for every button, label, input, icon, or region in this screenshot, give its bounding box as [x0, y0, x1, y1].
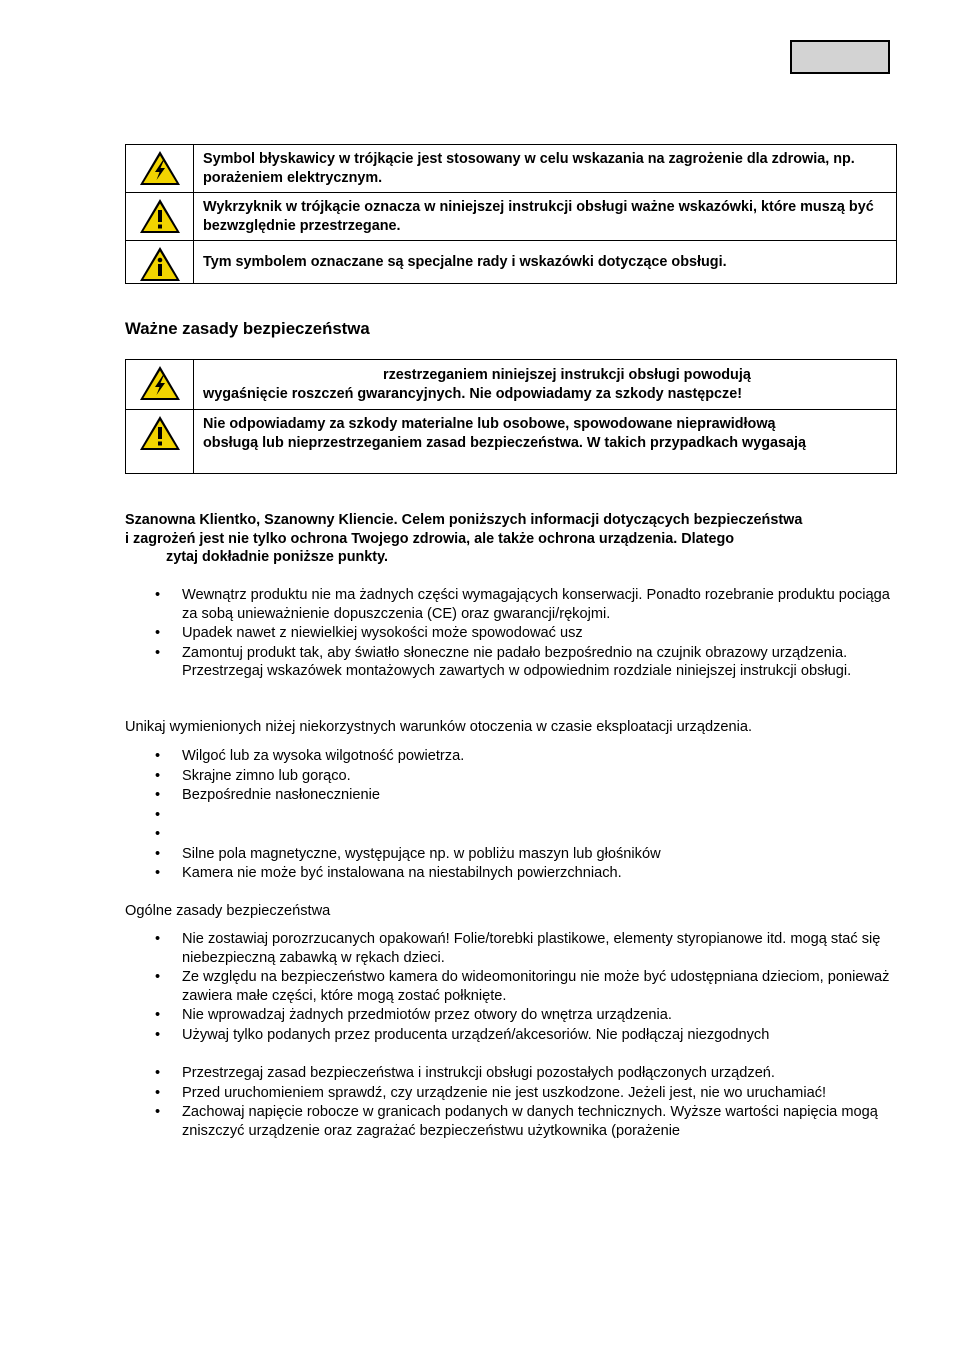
safety-table — [125, 359, 897, 474]
list-item: • Przestrzegaj zasad bezpieczeństwa i instrukcji obsługi pozostałych podłączonych urządzeń. — [125, 1064, 890, 1083]
safety-row2-line1: Nie odpowiadamy za szkody materialne lub osobowe, spowodowane nieprawidłową — [203, 416, 776, 432]
general-safety-list — [125, 930, 890, 1141]
list-item: • Zamontuj produkt tak, aby światło słoneczne nie padało bezpośrednio na czujnik obrazowy urządzenia. Przestrzegaj wskazówek montażowych zawartych w odpowiednim rozdziale niniejszej instrukcji obsługi. — [125, 644, 890, 681]
list-item: • Bezpośrednie nasłonecznienie — [125, 786, 890, 805]
symbol-description: Wykrzyknik w trójkącie oznacza w niniejszej instrukcji obsługi ważne wskazówki, które muszą być bezwzględnie przestrzegane. — [194, 193, 897, 241]
language-box — [790, 40, 890, 74]
safety-row1-line1: rzestrzeganiem niniejszej instrukcji obsługi powodują — [383, 367, 751, 383]
list-item: • Silne pola magnetyczne, występujące np. w pobliżu maszyn lub głośników — [125, 845, 890, 864]
symbol-row — [126, 145, 897, 193]
intro-line: Szanowna Klientko, Szanowny Kliencie. Celem poniższych informacji dotyczących bezpieczeństwa — [125, 512, 803, 528]
symbol-row — [126, 241, 897, 284]
symbol-table — [125, 144, 897, 284]
exclamation-warning-icon — [126, 193, 194, 241]
safety-row1-line2: wygaśnięcie roszczeń gwarancyjnych. Nie odpowiadamy za szkody następcze! — [203, 386, 743, 402]
safety-row — [126, 360, 897, 410]
lightning-warning-icon — [126, 360, 194, 410]
exclamation-warning-icon — [126, 410, 194, 474]
list-item: • Wewnątrz produktu nie ma żadnych części wymagających konserwacji. Ponadto rozebranie produktu pociąga za sobą unieważnienie dopuszczenia (CE) oraz gwarancji/rękojmi. — [125, 586, 890, 623]
general-heading: Ogólne zasady bezpieczeństwa — [125, 903, 331, 919]
product-bullet-list — [125, 586, 890, 682]
intro-paragraph — [125, 511, 905, 567]
intro-line: zytaj dokładnie poniższe punkty. — [166, 549, 389, 565]
symbol-description: Symbol błyskawicy w trójkącie jest stosowany w celu wskazania na zagrożenie dla zdrowia, np. porażeniem elektrycznym. — [194, 145, 897, 193]
list-item: • Przed uruchomieniem sprawdź, czy urządzenie nie jest uszkodzone. Jeżeli jest, nie wo uruchamiać! — [125, 1084, 890, 1103]
conditions-intro: Unikaj wymienionych niżej niekorzystnych warunków otoczenia w czasie eksploatacji urządzenia. — [125, 719, 753, 735]
list-item: • Używaj tylko podanych przez producenta urządzeń/akcesoriów. Nie podłączaj niezgodnych — [125, 1026, 890, 1045]
list-item: • Zachowaj napięcie robocze w granicach podanych w danych technicznych. Wyższe wartości napięcia mogą zniszczyć urządzenie oraz zagrażać bezpieczeństwu użytkownika (porażenie — [125, 1103, 890, 1140]
intro-line: i zagrożeń jest nie tylko ochrona Twojego zdrowia, ale także ochrona urządzenia. Dlatego — [125, 530, 735, 547]
safety-description — [194, 410, 897, 474]
symbol-row — [126, 193, 897, 241]
safety-description — [194, 360, 897, 410]
list-item: • Nie wprowadzaj żadnych przedmiotów przez otwory do wnętrza urządzenia. — [125, 1006, 890, 1025]
list-item: • Nie zostawiaj porozrzucanych opakowań! Folie/torebki plastikowe, elementy styropianowe itd. mogą stać się niebezpieczną zabawką w rękach dzieci. — [125, 930, 890, 967]
safety-row2-line2: obsługą lub nieprzestrzeganiem zasad bezpieczeństwa. W takich przypadkach wygasają — [203, 435, 806, 451]
safety-row — [126, 410, 897, 474]
list-item: • Upadek nawet z niewielkiej wysokości może spowodować usz — [125, 624, 890, 643]
list-item: • Kamera nie może być instalowana na niestabilnych powierzchniach. — [125, 864, 890, 883]
list-item: • Wilgoć lub za wysoka wilgotność powietrza. — [125, 747, 890, 766]
symbol-description: Tym symbolem oznaczane są specjalne rady i wskazówki dotyczące obsługi. — [194, 241, 897, 284]
list-item — [125, 806, 890, 825]
list-item: • Ze względu na bezpieczeństwo kamera do wideomonitoringu nie może być udostępniana dzieciom, ponieważ zawiera małe części, które mogą zostać połknięte. — [125, 968, 890, 1005]
list-item — [125, 825, 890, 844]
lightning-warning-icon — [126, 145, 194, 193]
section-heading: Ważne zasady bezpieczeństwa — [125, 319, 370, 338]
conditions-list — [125, 747, 890, 884]
list-item: • Skrajne zimno lub gorąco. — [125, 767, 890, 786]
info-warning-icon — [126, 241, 194, 284]
